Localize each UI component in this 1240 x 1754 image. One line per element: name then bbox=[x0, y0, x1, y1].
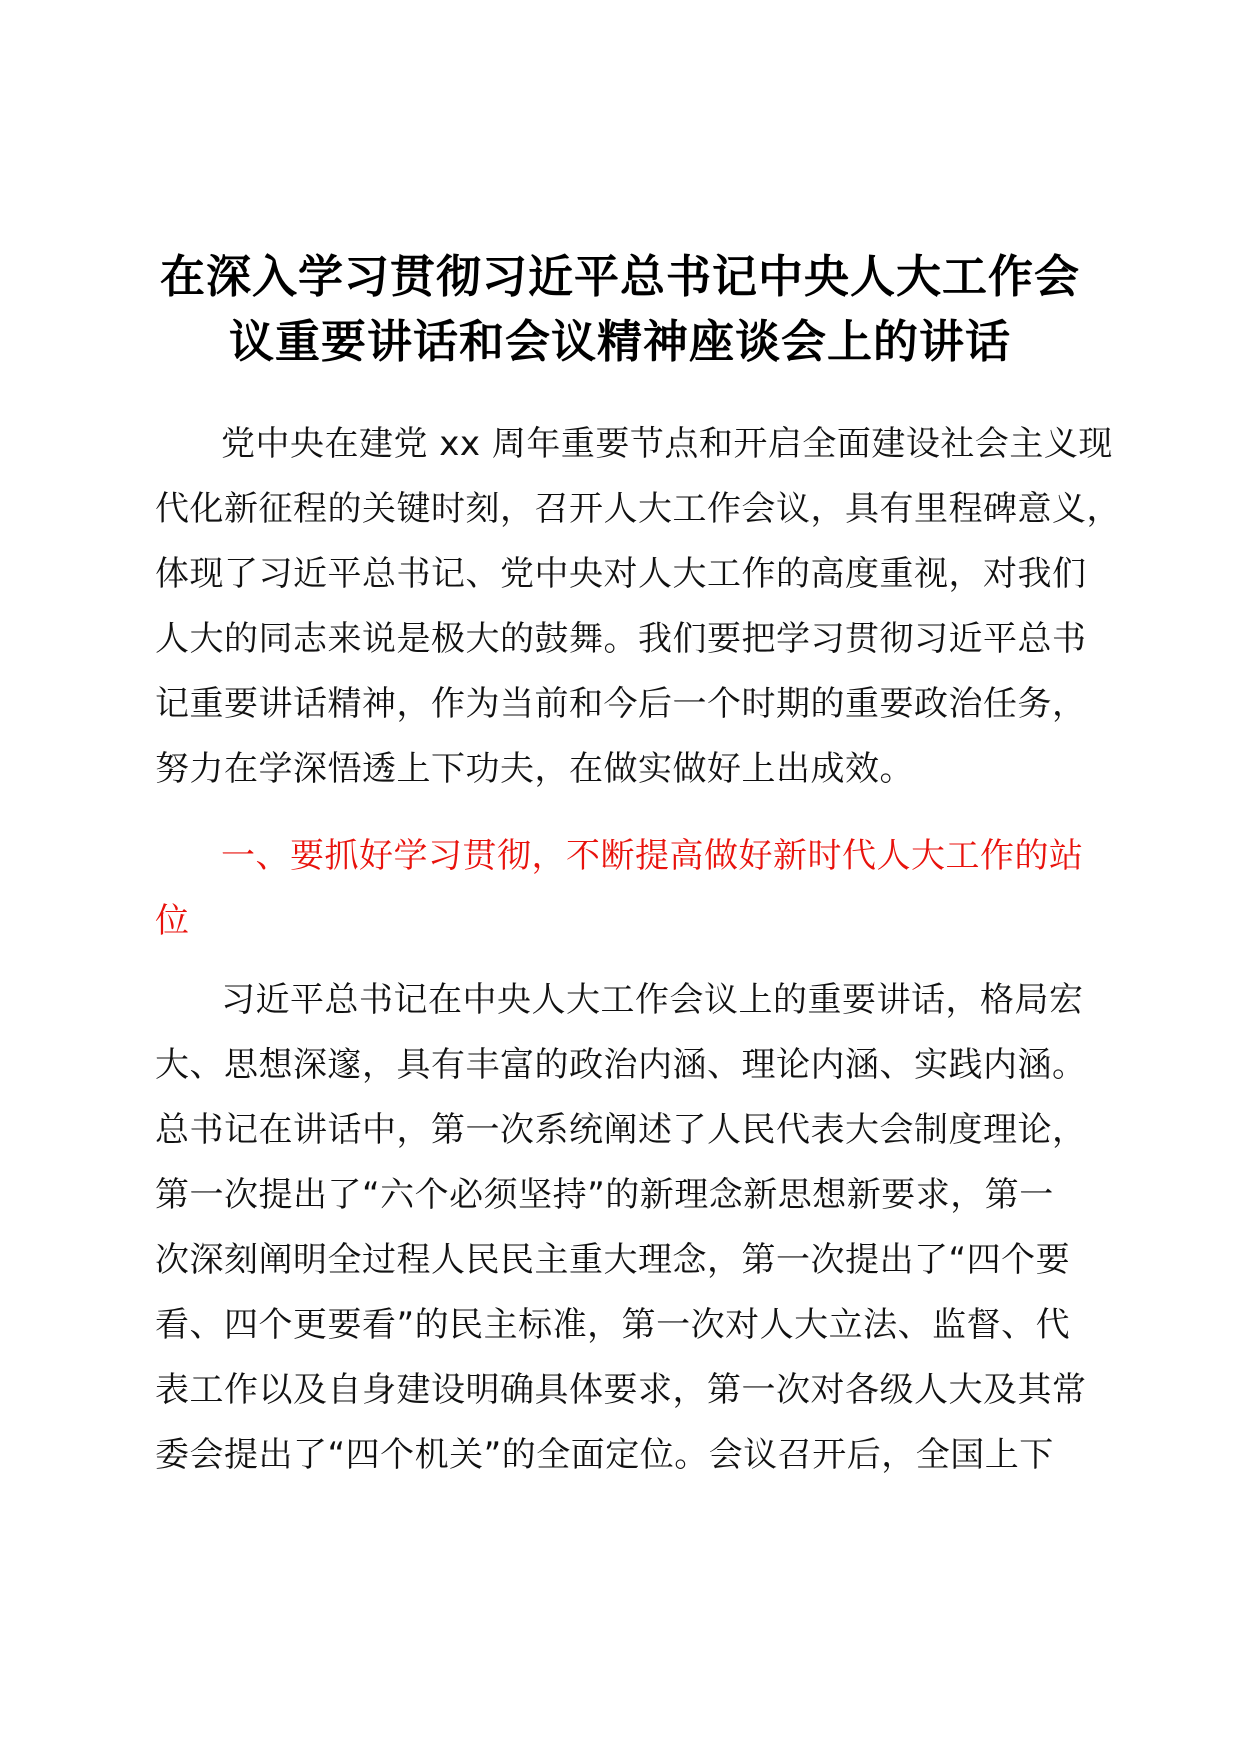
paragraph-line: 总书记在讲话中，第一次系统阐述了人民代表大会制度理论， bbox=[155, 1110, 1087, 1150]
title-line: 议重要讲话和会议精神座谈会上的讲话 bbox=[228, 315, 1011, 368]
paragraph-line: 代化新征程的关键时刻，召开人大工作会议，具有里程碑意义， bbox=[155, 489, 1121, 529]
paragraph-line: 体现了习近平总书记、党中央对人大工作的高度重视，对我们 bbox=[155, 554, 1087, 594]
paragraph-opening bbox=[155, 412, 1121, 802]
paragraph-line: 习近平总书记在中央人大工作会议上的重要讲话，格局宏 bbox=[221, 980, 1084, 1020]
heading-line: 一、要抓好学习贯彻，不断提高做好新时代人大工作的站 bbox=[221, 836, 1084, 876]
paragraph-section-1 bbox=[155, 968, 1115, 1488]
document-title bbox=[150, 244, 1090, 374]
paragraph-line: 人大的同志来说是极大的鼓舞。我们要把学习贯彻习近平总书 bbox=[155, 619, 1087, 659]
section-heading-1 bbox=[155, 824, 1115, 954]
title-line: 在深入学习贯彻习近平总书记中央人大工作会 bbox=[159, 250, 1080, 303]
paragraph-line: 第一次提出了“六个必须坚持”的新理念新思想新要求，第一 bbox=[155, 1175, 1054, 1215]
paragraph-line: 大、思想深邃，具有丰富的政治内涵、理论内涵、实践内涵。 bbox=[155, 1045, 1087, 1085]
paragraph-line: 委会提出了“四个机关”的全面定位。会议召开后，全国上下 bbox=[155, 1435, 1054, 1475]
paragraph-line: 党中央在建党 xx 周年重要节点和开启全面建设社会主义现 bbox=[221, 424, 1113, 464]
paragraph-line: 表工作以及自身建设明确具体要求，第一次对各级人大及其常 bbox=[155, 1370, 1087, 1410]
paragraph-line: 记重要讲话精神，作为当前和今后一个时期的重要政治任务， bbox=[155, 684, 1087, 724]
heading-line: 位 bbox=[155, 901, 190, 941]
paragraph-line: 努力在学深悟透上下功夫，在做实做好上出成效。 bbox=[155, 749, 914, 789]
paragraph-line: 看、四个更要看”的民主标准，第一次对人大立法、监督、代 bbox=[155, 1305, 1071, 1345]
paragraph-line: 次深刻阐明全过程人民民主重大理念，第一次提出了“四个要 bbox=[155, 1240, 1071, 1280]
